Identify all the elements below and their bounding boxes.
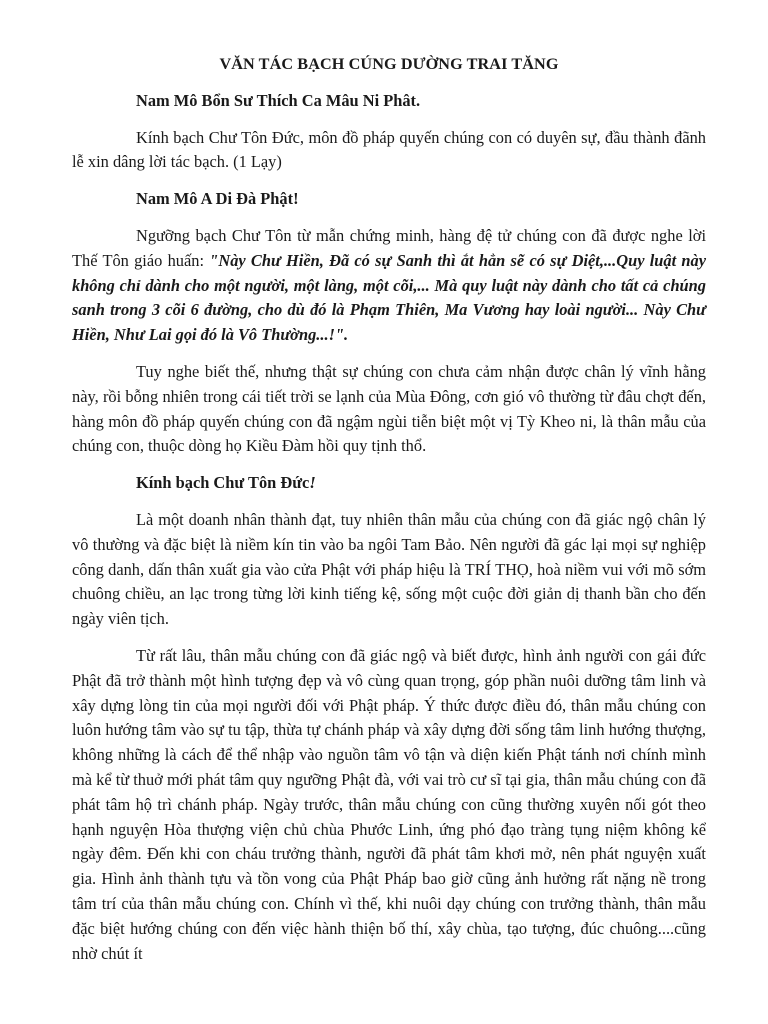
paragraph-2-lead: Ngưỡng bạch Chư Tôn từ mẫn chứng minh, hàng đệ tử chúng con đã được nghe lời Thế Tôn giáo huấn: bbox=[72, 225, 706, 270]
paragraph-4: Là một doanh nhân thành đạt, tuy nhiên thân mẫu của chúng con đã giác ngộ chân lý vô thường và đặc biệt là niềm kín tin vào ba ngôi Tam Bảo. Nên người đã gác lại mọi sự nghiệp công danh, dấn thân xuất gia vào cửa Phật với pháp hiệu là TRÍ THỌ, hoà niềm vui với mõ sớm chuông chiều, an lạc trong từng lời kinh tiếng kệ, sống một cuộc đời giản dị thanh bần cho đến ngày viên tịch. bbox=[72, 509, 706, 629]
invocation-heading-3 bbox=[72, 471, 706, 496]
heading-3-text: Kính bạch Chư Tôn Đức bbox=[136, 473, 310, 493]
document-title: VĂN TÁC BẠCH CÚNG DƯỜNG TRAI TĂNG bbox=[219, 55, 559, 73]
paragraph-1: Kính bạch Chư Tôn Đức, môn đồ pháp quyến chúng con có duyên sự, đầu thành đãnh lễ xin dâng lời tác bạch. (1 Lạy) bbox=[72, 127, 706, 172]
paragraph-2 bbox=[72, 224, 706, 348]
heading-3-mark: ! bbox=[309, 473, 316, 493]
invocation-heading-2: Nam Mô A Di Đà Phật! bbox=[136, 189, 299, 209]
paragraph-5: Từ rất lâu, thân mẫu chúng con đã giác ngộ và biết được, hình ảnh người con gái đức Phật đã trở thành một hình tượng đẹp và vô cùng quan trọng, góp phần nuôi dưỡng tâm linh và xây dựng lòng tin của mọi người đối với Phật pháp. Ý thức được điều đó, thân mẫu chúng con luôn hướng tâm vào sự tu tập, thừa tự chánh pháp và xây dựng đời sống tâm linh hướng thượng, không những là cách để thể nhập vào nguồn tâm vô tận và diện kiến Phật tánh nơi chính mình mà kể từ thuở mới phát tâm quy ngưỡng Phật đà, với vai trò cư sĩ tại gia, thân mẫu chúng con đã phát tâm hộ trì chánh pháp. Ngày trước, thân mẫu chúng con cũng thường xuyên nối gót theo hạnh nguyện Hòa thượng viện chủ chùa Phước Linh, ứng phó đạo tràng tụng niệm không kể ngày đêm. Đến khi con cháu trưởng thành, người đã phát tâm khơi mở, nên phát nguyện xuất gia. Hình ảnh thành tựu và tồn vong của Phật Pháp bao giờ cũng ảnh hưởng rất nặng nề trong tâm trí của thân mẫu chúng con. Chính vì thế, khi nuôi dạy chúng con trưởng thành, thân mẫu đặc biệt hướng chúng con đến việc hành thiện bố thí, xây chùa, tạo tượng, đúc chuông....cũng nhờ chút ít bbox=[72, 645, 706, 963]
document-page bbox=[72, 52, 706, 978]
buddha-quote: "Này Chư Hiền, Đã có sự Sanh thì ắt hẳn sẽ có sự Diệt,...Quy luật này không chỉ dành cho một người, một làng, một cõi,... Mà quy luật này dành cho tất cả chúng sanh trong 3 cõi 6 đường, cho dù đó là Phạm Thiên, Ma Vương hay loài người... Này Chư Hiền, Như Lai gọi đó là Vô Thường...!". bbox=[72, 250, 706, 345]
paragraph-3: Tuy nghe biết thế, nhưng thật sự chúng con chưa cảm nhận được chân lý vĩnh hằng này, rồi bỗng nhiên trong cái tiết trời se lạnh của Mùa Đông, cơn gió vô thường từ đâu chợt đến, hàng môn đồ pháp quyến chúng con đã ngậm ngùi tiễn biệt một vị Tỳ Kheo ni, là thân mẫu của chúng con, thuộc dòng họ Kiều Đàm hồi quy tịnh thổ. bbox=[72, 361, 706, 456]
invocation-heading-1: Nam Mô Bổn Sư Thích Ca Mâu Ni Phât. bbox=[136, 90, 421, 110]
